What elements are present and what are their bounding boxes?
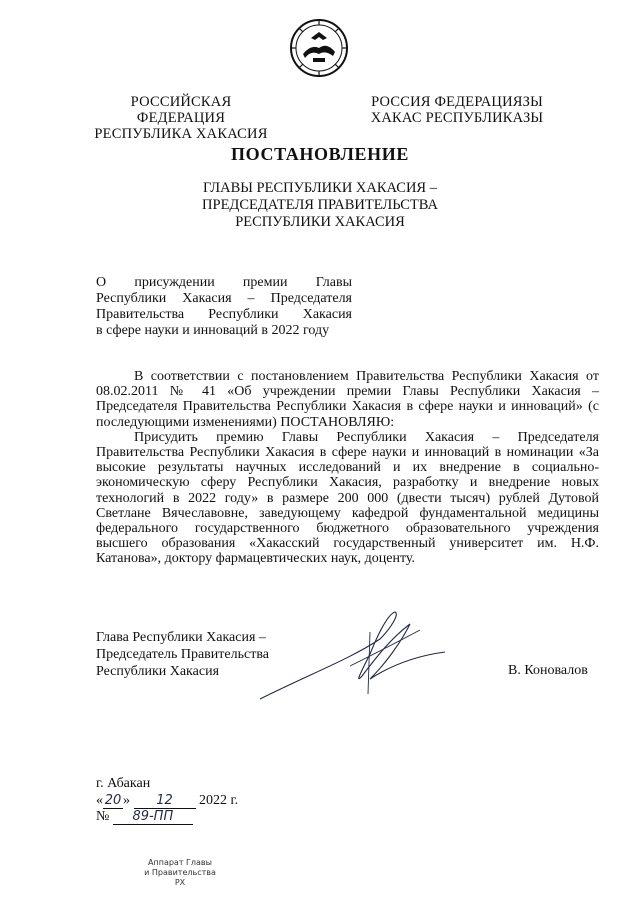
signatory-title bbox=[96, 629, 269, 680]
header-left-line1: РОССИЙСКАЯ ФЕДЕРАЦИЯ bbox=[130, 94, 232, 126]
signatory-line2: Председатель Правительства bbox=[96, 647, 269, 662]
document-subtitle bbox=[160, 180, 480, 231]
document-date bbox=[96, 793, 238, 809]
document-title: ПОСТАНОВЛЕНИЕ bbox=[231, 144, 409, 164]
subject-line4: в сфере науки и инноваций в 2022 году bbox=[96, 323, 330, 338]
number-prefix: № bbox=[96, 809, 110, 824]
office-stamp bbox=[140, 858, 220, 888]
subject-line1: О присуждении премии Главы bbox=[96, 275, 352, 290]
document-subject bbox=[96, 275, 352, 339]
stamp-line1: Аппарат Главы bbox=[148, 858, 212, 867]
header-right-line2: ХАКАС РЕСПУБЛИКАЗЫ bbox=[370, 110, 544, 126]
date-open-quote: « bbox=[96, 793, 103, 808]
stamp-line2: и Правительства РХ bbox=[144, 868, 216, 887]
signatory-line1: Глава Республики Хакасия – bbox=[96, 630, 266, 645]
place: г. Абакан bbox=[96, 776, 151, 791]
handwritten-signature bbox=[250, 604, 450, 704]
document-number bbox=[96, 809, 193, 825]
signatory-line3: Республики Хакасия bbox=[96, 664, 220, 679]
coat-of-arms-icon bbox=[289, 18, 349, 78]
header-left bbox=[86, 94, 276, 142]
signatory-name: В. Коновалов bbox=[508, 663, 588, 678]
header-right bbox=[368, 94, 546, 126]
subtitle-line3: РЕСПУБЛИКИ ХАКАСИЯ bbox=[235, 214, 405, 230]
body-paragraph-2: Присудить премию Главы Республики Хакасия – Председателя Правительства Республики Хакасия в сфере науки и инноваций в номинации «За высокие результаты научных исследований и их внедрение в социально-экономическую сферу Республики Хакасия, разработку и внедрение новых технологий в 2022 году» в размере 200 000 (двести тысяч) рублей Дутовой Светлане Вячеславовне, заведующему кафедрой фундаментальной медицины федерального государственного бюджетного образовательного учреждения высшего образования «Хакасский государственный университет им. Н.Ф. Катанова», доктору фармацевтических наук, доценту. bbox=[96, 429, 599, 567]
header-left-line2: РЕСПУБЛИКА ХАКАСИЯ bbox=[94, 126, 268, 142]
header-right-line1: РОССИЯ ФЕДЕРАЦИЯЗЫ bbox=[371, 94, 543, 110]
subject-line2: Республики Хакасия – Председателя bbox=[96, 291, 352, 306]
date-close-quote: » bbox=[123, 793, 130, 808]
date-year: 2022 г. bbox=[199, 793, 239, 808]
body-paragraph-1: В соответствии с постановлением Правительства Республики Хакасия от 08.02.2011 № 41 «Об учреждении премии Главы Республики Хакасия – Председателя Правительства Республики Хакасия в сфере науки и инноваций» (с последующими изменениями) ПОСТАНОВЛЯЮ: bbox=[96, 369, 599, 430]
subtitle-line2: ПРЕДСЕДАТЕЛЯ ПРАВИТЕЛЬСТВА bbox=[202, 197, 438, 213]
number-value: 89-ПП bbox=[113, 809, 193, 825]
date-day: 20 bbox=[104, 793, 122, 808]
date-month: 12 bbox=[134, 793, 196, 809]
subtitle-line1: ГЛАВЫ РЕСПУБЛИКИ ХАКАСИЯ – bbox=[203, 180, 437, 196]
subject-line3: Правительства Республики Хакасия bbox=[96, 307, 352, 322]
document-body bbox=[96, 369, 599, 567]
